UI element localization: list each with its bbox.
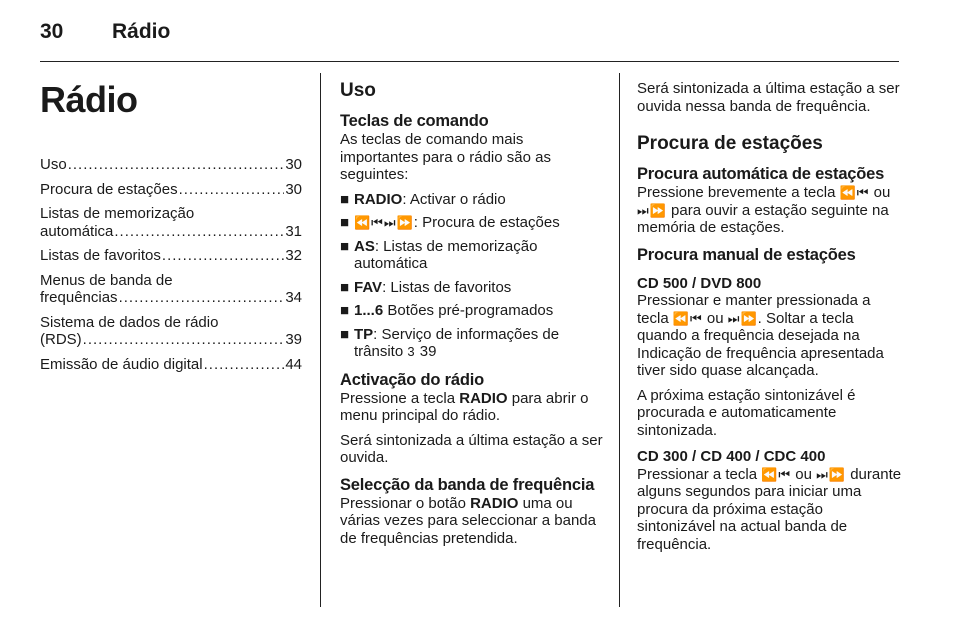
page-number: 30	[40, 20, 64, 43]
key-label: AS	[354, 237, 375, 255]
toc-entry-page: 30	[285, 180, 302, 198]
model-heading-cd500: CD 500 / DVD 800	[637, 274, 762, 292]
toc-leader	[119, 289, 285, 307]
toc-entry-title: (RDS)	[40, 331, 82, 348]
item-text: : Activar o rádio	[402, 190, 506, 208]
text-run: ou	[702, 309, 728, 327]
list-item	[340, 238, 604, 273]
chapter-title: Rádio	[40, 79, 138, 120]
band-paragraph	[340, 495, 604, 548]
toc-entry-title: automática	[40, 222, 114, 240]
section-title: Rádio	[112, 20, 171, 43]
subheading-procura-manual: Procura manual de estações	[637, 245, 856, 264]
list-item	[340, 279, 604, 297]
subheading-activacao: Activação do rádio	[340, 370, 485, 389]
bullet-icon: ■	[340, 278, 350, 296]
seek-forward-icon: ⏭⏩	[637, 202, 667, 218]
list-item	[340, 214, 604, 232]
intro-paragraph: Será sintonizada a última estação a ser ouvida nessa banda de frequência.	[637, 80, 900, 115]
toc-leader	[204, 356, 285, 374]
toc-entry-page: 39	[285, 331, 302, 348]
text-run: durante alguns segundos para iniciar uma procura da próxima estação sintonizável na actual banda de frequência.	[637, 465, 902, 553]
toc-entry-audio-digital[interactable]	[40, 356, 302, 374]
content-column-2	[340, 80, 604, 554]
text-run: Pressionar e manter pressionada a tecla	[637, 292, 871, 327]
toc-entry-title: Uso	[40, 156, 67, 173]
list-item	[340, 326, 604, 361]
toc-entry-title: Emissão de áudio digital	[40, 355, 203, 373]
toc-leader	[114, 223, 284, 241]
bullet-icon: ■	[340, 302, 350, 319]
text-run: Pressionar a tecla	[637, 465, 762, 483]
key-label: TP	[354, 325, 374, 343]
page-reference[interactable]: 39	[419, 343, 437, 360]
toc-entry-page: 30	[285, 156, 302, 173]
list-item	[340, 191, 604, 209]
keys-intro: As teclas de comando mais importantes para o rádio são as seguintes:	[340, 131, 551, 183]
toc-entry-menus-banda[interactable]	[40, 272, 302, 307]
item-text: Botões pré-programados	[383, 302, 554, 319]
text-run: uma ou várias vezes para seleccionar a banda de frequências pretendida.	[340, 494, 596, 547]
keys-list	[340, 191, 604, 361]
seek-buttons-icon: ⏪⏮⏭⏩	[354, 215, 414, 230]
toc-entry-title-line1: Sistema de dados de rádio	[40, 313, 219, 331]
toc-entry-rds[interactable]	[40, 314, 302, 349]
subheading-procura-automatica: Procura automática de estações	[637, 165, 885, 183]
text-run: para ouvir a estação seguinte na memória de estações.	[637, 201, 889, 236]
key-label: RADIO	[459, 389, 508, 407]
toc-entry-page: 34	[285, 289, 302, 306]
toc-entry-title: Procura de estações	[40, 180, 178, 198]
toc-leader	[179, 181, 285, 199]
toc-entry-title-line1: Listas de memorização	[40, 205, 195, 222]
item-text: : Listas de favoritos	[382, 278, 512, 296]
bullet-icon: ■	[340, 214, 350, 231]
toc-entry-memorizacao[interactable]	[40, 205, 302, 240]
subheading-teclas: Teclas de comando	[340, 112, 489, 130]
text-run: Pressionar o botão	[340, 494, 471, 512]
cd300-paragraph	[637, 466, 903, 554]
toc-leader	[83, 331, 285, 349]
item-text: : Procura de estações	[413, 214, 560, 231]
toc-leader	[68, 156, 285, 174]
seek-back-icon: ⏪⏮	[761, 466, 792, 482]
bullet-icon: ■	[340, 237, 350, 255]
cd500-paragraph-2: A próxima estação sintonizável é procurada e automaticamente sintonizada.	[637, 386, 856, 439]
seek-back-icon: ⏪⏮	[672, 310, 703, 326]
activation-paragraph-2: Será sintonizada a última estação a ser ouvida.	[340, 431, 603, 466]
key-label: FAV	[354, 278, 383, 296]
toc-entry-title: Listas de favoritos	[40, 247, 161, 264]
toc-entry-favoritos[interactable]	[40, 247, 302, 265]
section-heading-uso: Uso	[340, 80, 376, 101]
seek-forward-icon: ⏭⏩	[816, 466, 847, 482]
toc-entry-page: 32	[285, 247, 302, 264]
section-heading-procura: Procura de estações	[637, 133, 823, 154]
list-item	[340, 302, 604, 320]
content-column-3	[637, 80, 903, 560]
bullet-icon: ■	[340, 325, 350, 343]
toc-entry-title: frequências	[40, 289, 118, 306]
text-run: ou	[869, 184, 891, 201]
model-heading-cd300: CD 300 / CD 400 / CDC 400	[637, 448, 826, 465]
header-rule	[40, 61, 899, 62]
auto-paragraph	[637, 184, 903, 237]
text-run: ou	[791, 465, 817, 483]
toc-column	[40, 80, 302, 380]
column-divider-2	[619, 73, 620, 607]
page-reference-arrow-icon: 3	[407, 344, 416, 359]
toc-entry-uso[interactable]	[40, 156, 302, 174]
item-text: : Serviço de informações de trânsito	[354, 325, 560, 360]
text-run: Pressione brevemente a tecla	[637, 184, 840, 201]
text-run: . Soltar a tecla quando a frequência desejada na Indicação de frequência apresentada tiver sido quase alcançada.	[637, 309, 884, 379]
toc-entry-procura[interactable]	[40, 181, 302, 199]
toc-entry-page: 31	[285, 222, 302, 240]
bullet-icon: ■	[340, 190, 350, 208]
cd500-paragraph-1	[637, 292, 903, 380]
column-divider-1	[320, 73, 321, 607]
text-run: Pressione a tecla	[340, 389, 460, 407]
activation-paragraph-1	[340, 390, 604, 425]
text-run: para abrir o menu principal do rádio.	[340, 389, 589, 424]
key-label: 1...6	[354, 302, 384, 319]
key-label: RADIO	[470, 494, 519, 512]
subheading-banda: Selecção da banda de frequência	[340, 475, 595, 494]
toc-entry-page: 44	[285, 355, 302, 373]
toc-entry-title-line1: Menus de banda de	[40, 271, 173, 289]
seek-forward-icon: ⏭⏩	[727, 310, 758, 326]
toc-leader	[162, 247, 284, 265]
item-text: : Listas de memorização automática	[354, 237, 538, 272]
key-label: RADIO	[354, 190, 403, 208]
page-header	[40, 20, 170, 44]
seek-back-icon: ⏪⏮	[839, 185, 870, 200]
